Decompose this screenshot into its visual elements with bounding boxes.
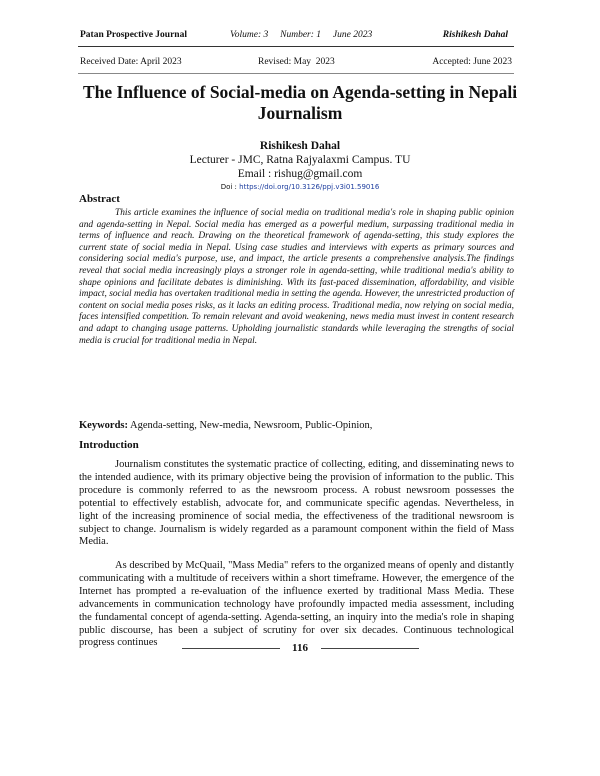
running-header [78, 30, 510, 44]
intro-paragraph: As described by McQuail, "Mass Media" refers to the organized means of openly and distantly communicating with a multitude of receivers within a short timeframe. However, the emergence of the Internet has prompted a re-evaluation of the influence exerted by traditional Mass Media. These advancements in communication technology have profoundly impacted media assessment, including the fundamental concept of agenda-setting. Agenda-setting, an inquiry into the media's role in shaping public discourse, has been a subject of scrutiny for over six decades. Continuous technological progress continues [79, 560, 514, 649]
author-email: Email : rishug@gmail.com [237, 168, 363, 180]
intro-paragraph: Journalism constitutes the systematic practice of collecting, editing, and disseminating news to the intended audience, with its primary objective being the provision of information to the public. This procedure is commonly referred to as the newsroom process. A robust newsroom possesses the potential to effectively establish, advocate for, and communicate specific agendas. Nevertheless, in light of the increasing prominence of social media, the effectiveness of the traditional newsroom is subject to change. Journalism is widely regarded as a paramount component within the field of Mass Media. [79, 459, 514, 548]
running-author: Rishikesh Dahal [442, 30, 508, 40]
introduction-heading: Introduction [79, 439, 139, 451]
keywords [79, 420, 519, 431]
abstract-text: This article examines the influence of social media on traditional media's role in shaping public opinion and agenda-setting in Nepal. Social media has emerged as a powerful medium, surpassing traditional media in terms of influence and reach. Drawing on the theoretical framework of agenda-setting, this study explores the current state of social media in Nepal. Using case studies and interviews with experts as primary sources and considering social media's purpose, use, and impact, the article presents a comprehensive analysis.The findings reveal that social media increasingly plays a stronger role in agenda-setting, while traditional media's ability to shape opinions and facilitate debates is diminishing. With its fast-paced dissemination, affordability, and visible impact, social media has overtaken traditional media in setting the agenda. However, the unrestricted production of content on social media poses risks, as it lacks an editing process. Traditional media, now relying on social media, faces intensified competition. To remain relevant and avoid weakening, news media must invest in content research and adapt to changing usage patterns. Upholding journalistic standards while leveraging the strengths of social media is crucial for traditional media in Nepal. [79, 208, 514, 346]
accepted-date: Accepted: June 2023 [432, 57, 512, 67]
received-date: Received Date: April 2023 [80, 57, 182, 67]
author-block [80, 139, 520, 192]
doi-label: Doi : [220, 183, 240, 191]
dates-rule [78, 73, 514, 74]
submission-dates [80, 57, 512, 69]
volume-info: Volume: 3 Number: 1 June 2023 [230, 30, 373, 40]
abstract-heading: Abstract [79, 193, 120, 205]
page-number-rule-right [321, 648, 419, 649]
page-number: 116 [292, 642, 308, 654]
revised-date: Revised: May 2023 [258, 57, 335, 67]
doi-line [80, 182, 520, 192]
author-affiliation: Lecturer - JMC, Ratna Rajyalaxmi Campus. TU [189, 154, 411, 166]
journal-name: Patan Prospective Journal [80, 30, 187, 40]
doi-link[interactable]: https://doi.org/10.3126/ppj.v3i01.59016 [239, 183, 380, 191]
keywords-label: Keywords: [79, 420, 128, 431]
keywords-value: Agenda-setting, New-media, Newsroom, Public-Opinion, [128, 420, 373, 431]
author-name: Rishikesh Dahal [259, 140, 341, 152]
header-rule [78, 46, 514, 47]
article-title: The Influence of Social-media on Agenda-setting in Nepali Journalism [82, 82, 518, 123]
